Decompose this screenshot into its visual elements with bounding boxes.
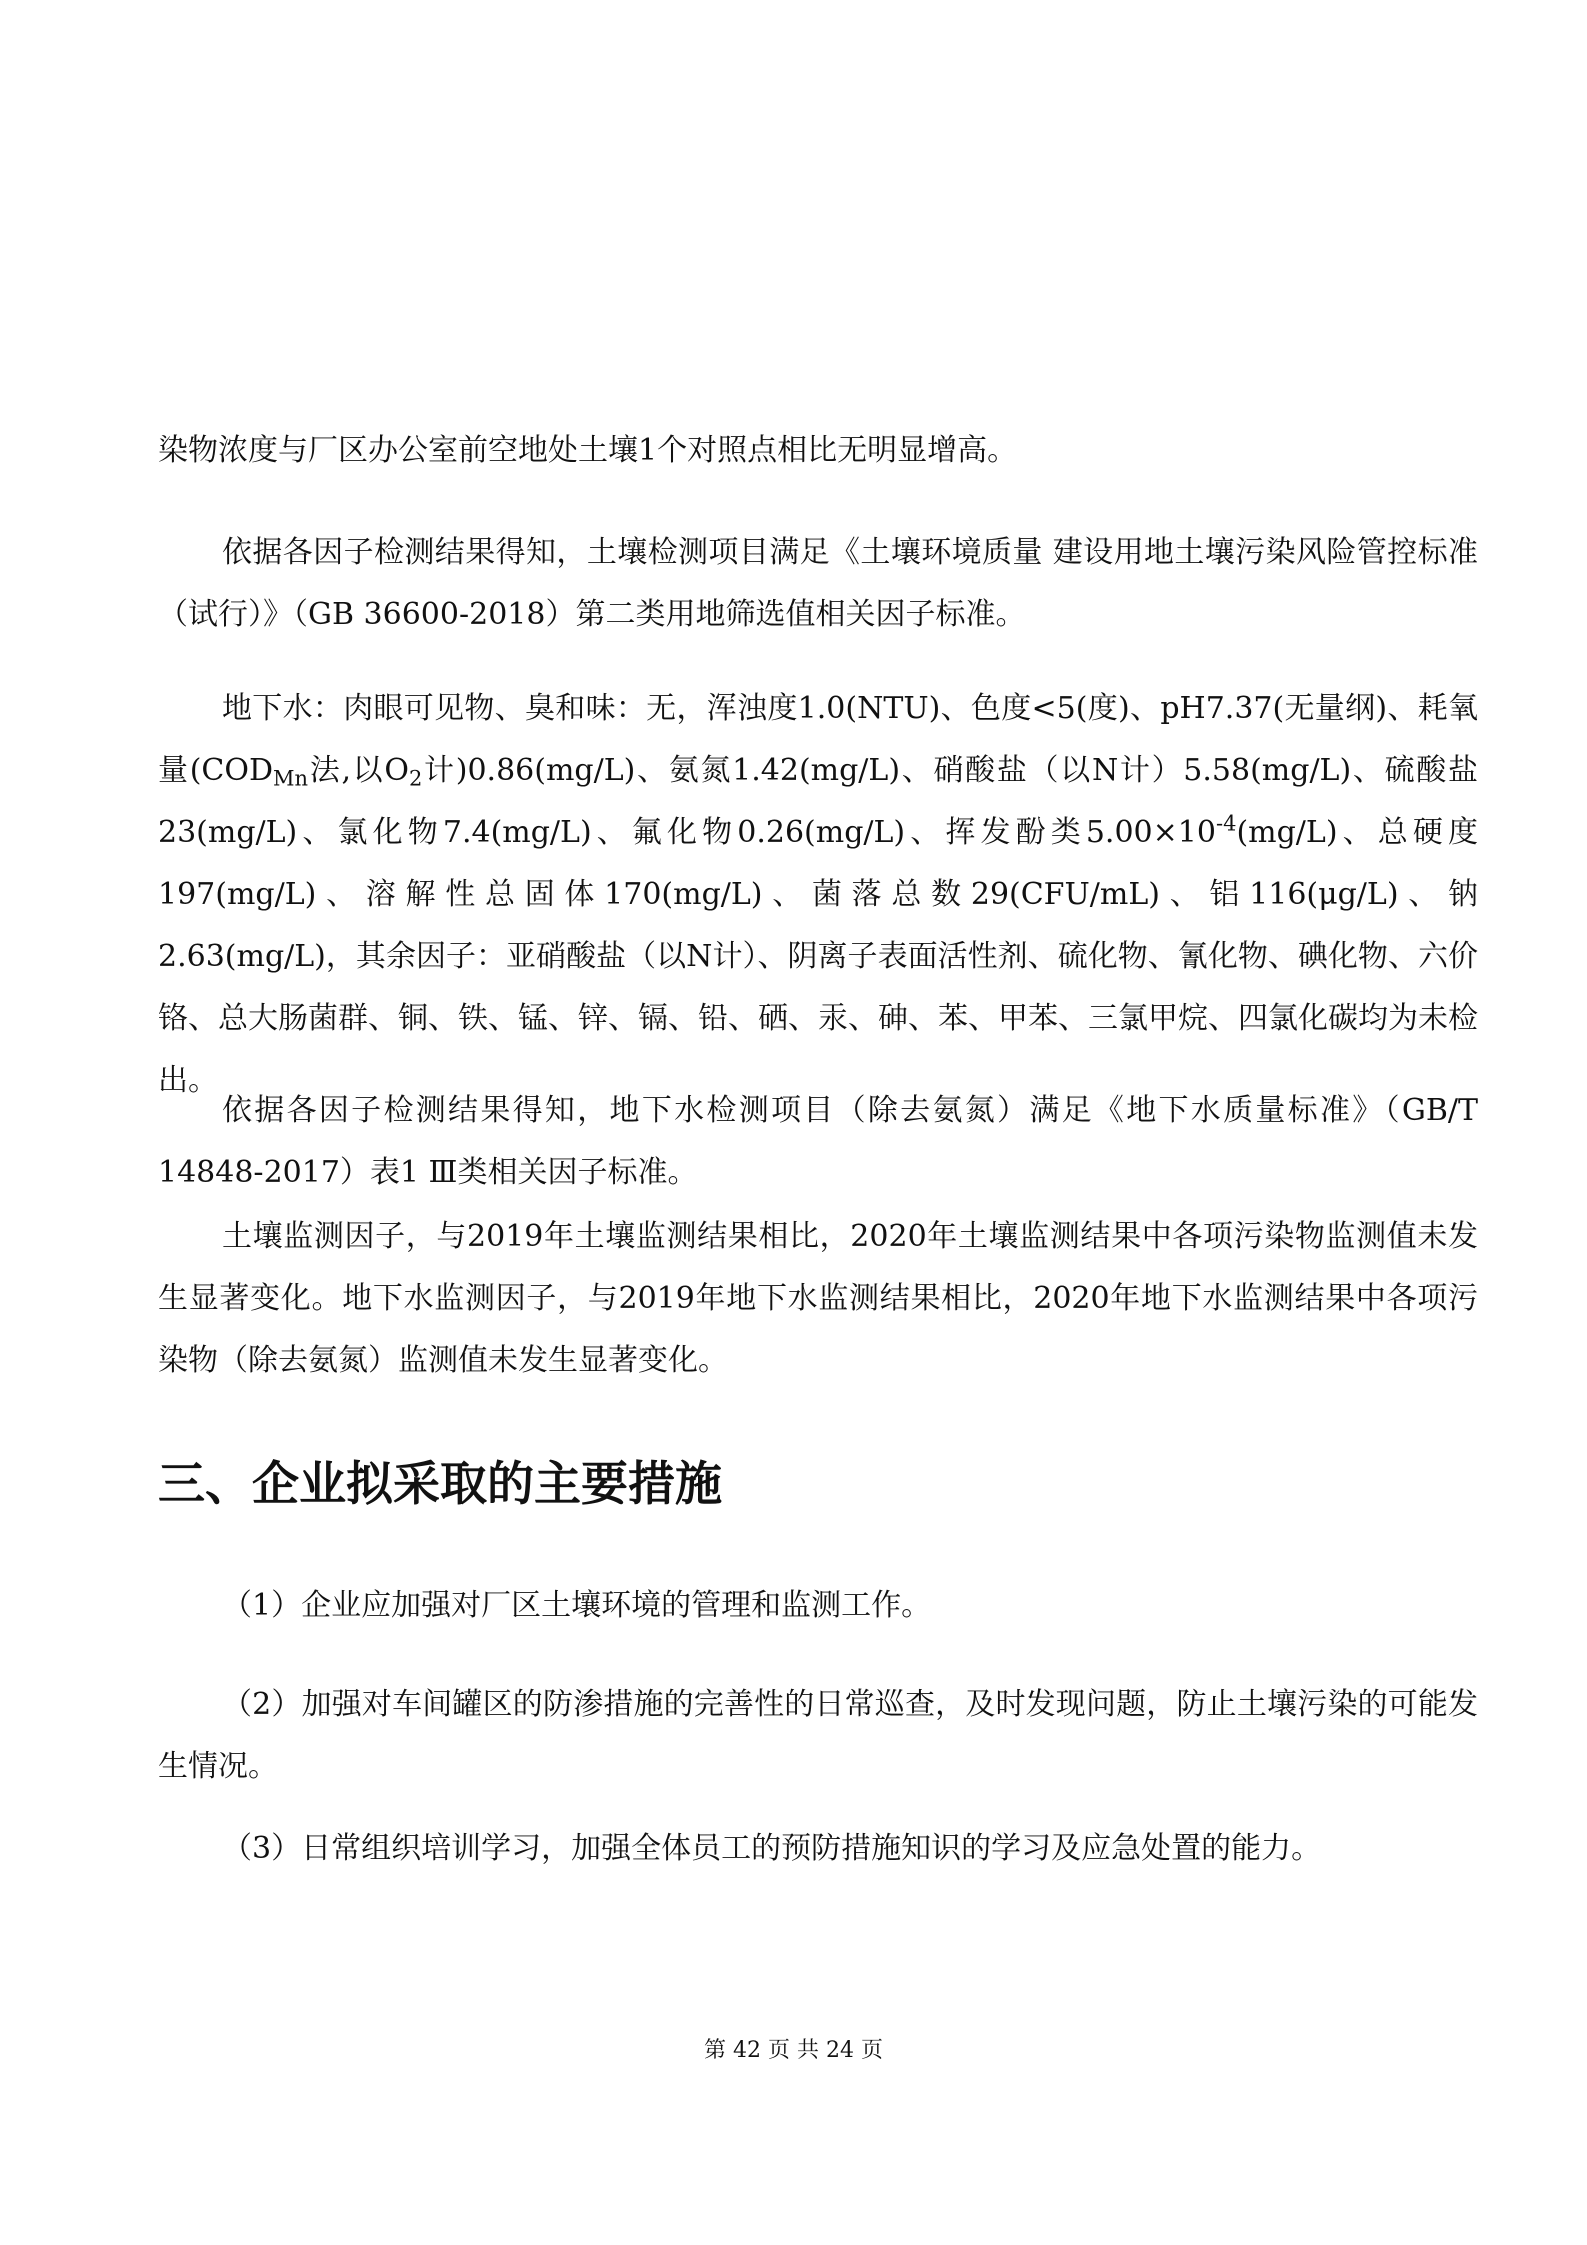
paragraph-soil-standard: 依据各因子检测结果得知，土壤检测项目满足《土壤环境质量 建设用地土壤污染风险管控标准（试行）》（GB 36600-2018）第二类用地筛选值相关因子标准。 bbox=[158, 535, 1478, 632]
o2-subscript: 2 bbox=[408, 766, 423, 791]
paragraph-groundwater-standard: 依据各因子检测结果得知，地下水检测项目（除去氨氮）满足《地下水质量标准》（GB/T 14848-2017）表1 Ⅲ类相关因子标准。 bbox=[158, 1093, 1478, 1190]
page-footer: 第 42 页 共 24 页 bbox=[704, 2038, 883, 2063]
measure-item-3: （3）日常组织培训学习，加强全体员工的预防措施知识的学习及应急处置的能力。 bbox=[222, 1831, 1322, 1866]
measure-item-1: （1）企业应加强对厂区土壤环境的管理和监测工作。 bbox=[222, 1588, 932, 1623]
groundwater-text-b: 法,以O bbox=[308, 753, 409, 788]
cod-subscript: Mn bbox=[273, 766, 309, 791]
groundwater-text-a: 地下水：肉眼可见物、臭和味：无，浑浊度1.0(NTU)、色度<5(度)、pH7.37(无量纲)、耗氧量(COD bbox=[158, 691, 1478, 788]
groundwater-text-c: 计)0.86(mg/L)、氨氮1.42(mg/L)、硝酸盐（以N计）5.58(mg/L)、硫酸盐23(mg/L)、氯化物7.4(mg/L)、氟化物0.26(mg/L)、挥发酚类5.00×10 bbox=[158, 753, 1478, 850]
paragraph-soil-conclusion: 染物浓度与厂区办公室前空地处土壤1个对照点相比无明显增高。 bbox=[158, 433, 1018, 468]
exponent-superscript: -4 bbox=[1215, 811, 1237, 836]
groundwater-text-d: (mg/L)、总硬度197(mg/L)、溶解性总固体170(mg/L)、菌落总数29(CFU/mL)、铝116(μg/L)、钠2.63(mg/L)，其余因子：亚硝酸盐（以N计）、阴离子表面活性剂、硫化物、氰化物、碘化物、六价铬、总大肠菌群、铜、铁、锰、锌、镉、铅、硒、汞、砷、苯、甲苯、三氯甲烷、四氯化碳均为未检出。 bbox=[158, 815, 1479, 1098]
measure-item-2: （2）加强对车间罐区的防渗措施的完善性的日常巡查，及时发现问题，防止土壤污染的可能发生情况。 bbox=[158, 1687, 1478, 1784]
paragraph-groundwater-results bbox=[158, 678, 1478, 1112]
paragraph-comparison: 土壤监测因子，与2019年土壤监测结果相比，2020年土壤监测结果中各项污染物监测值未发生显著变化。地下水监测因子，与2019年地下水监测结果相比，2020年地下水监测结果中各项污染物（除去氨氮）监测值未发生显著变化。 bbox=[158, 1219, 1478, 1378]
section-heading: 三、企业拟采取的主要措施 bbox=[158, 1457, 722, 1512]
